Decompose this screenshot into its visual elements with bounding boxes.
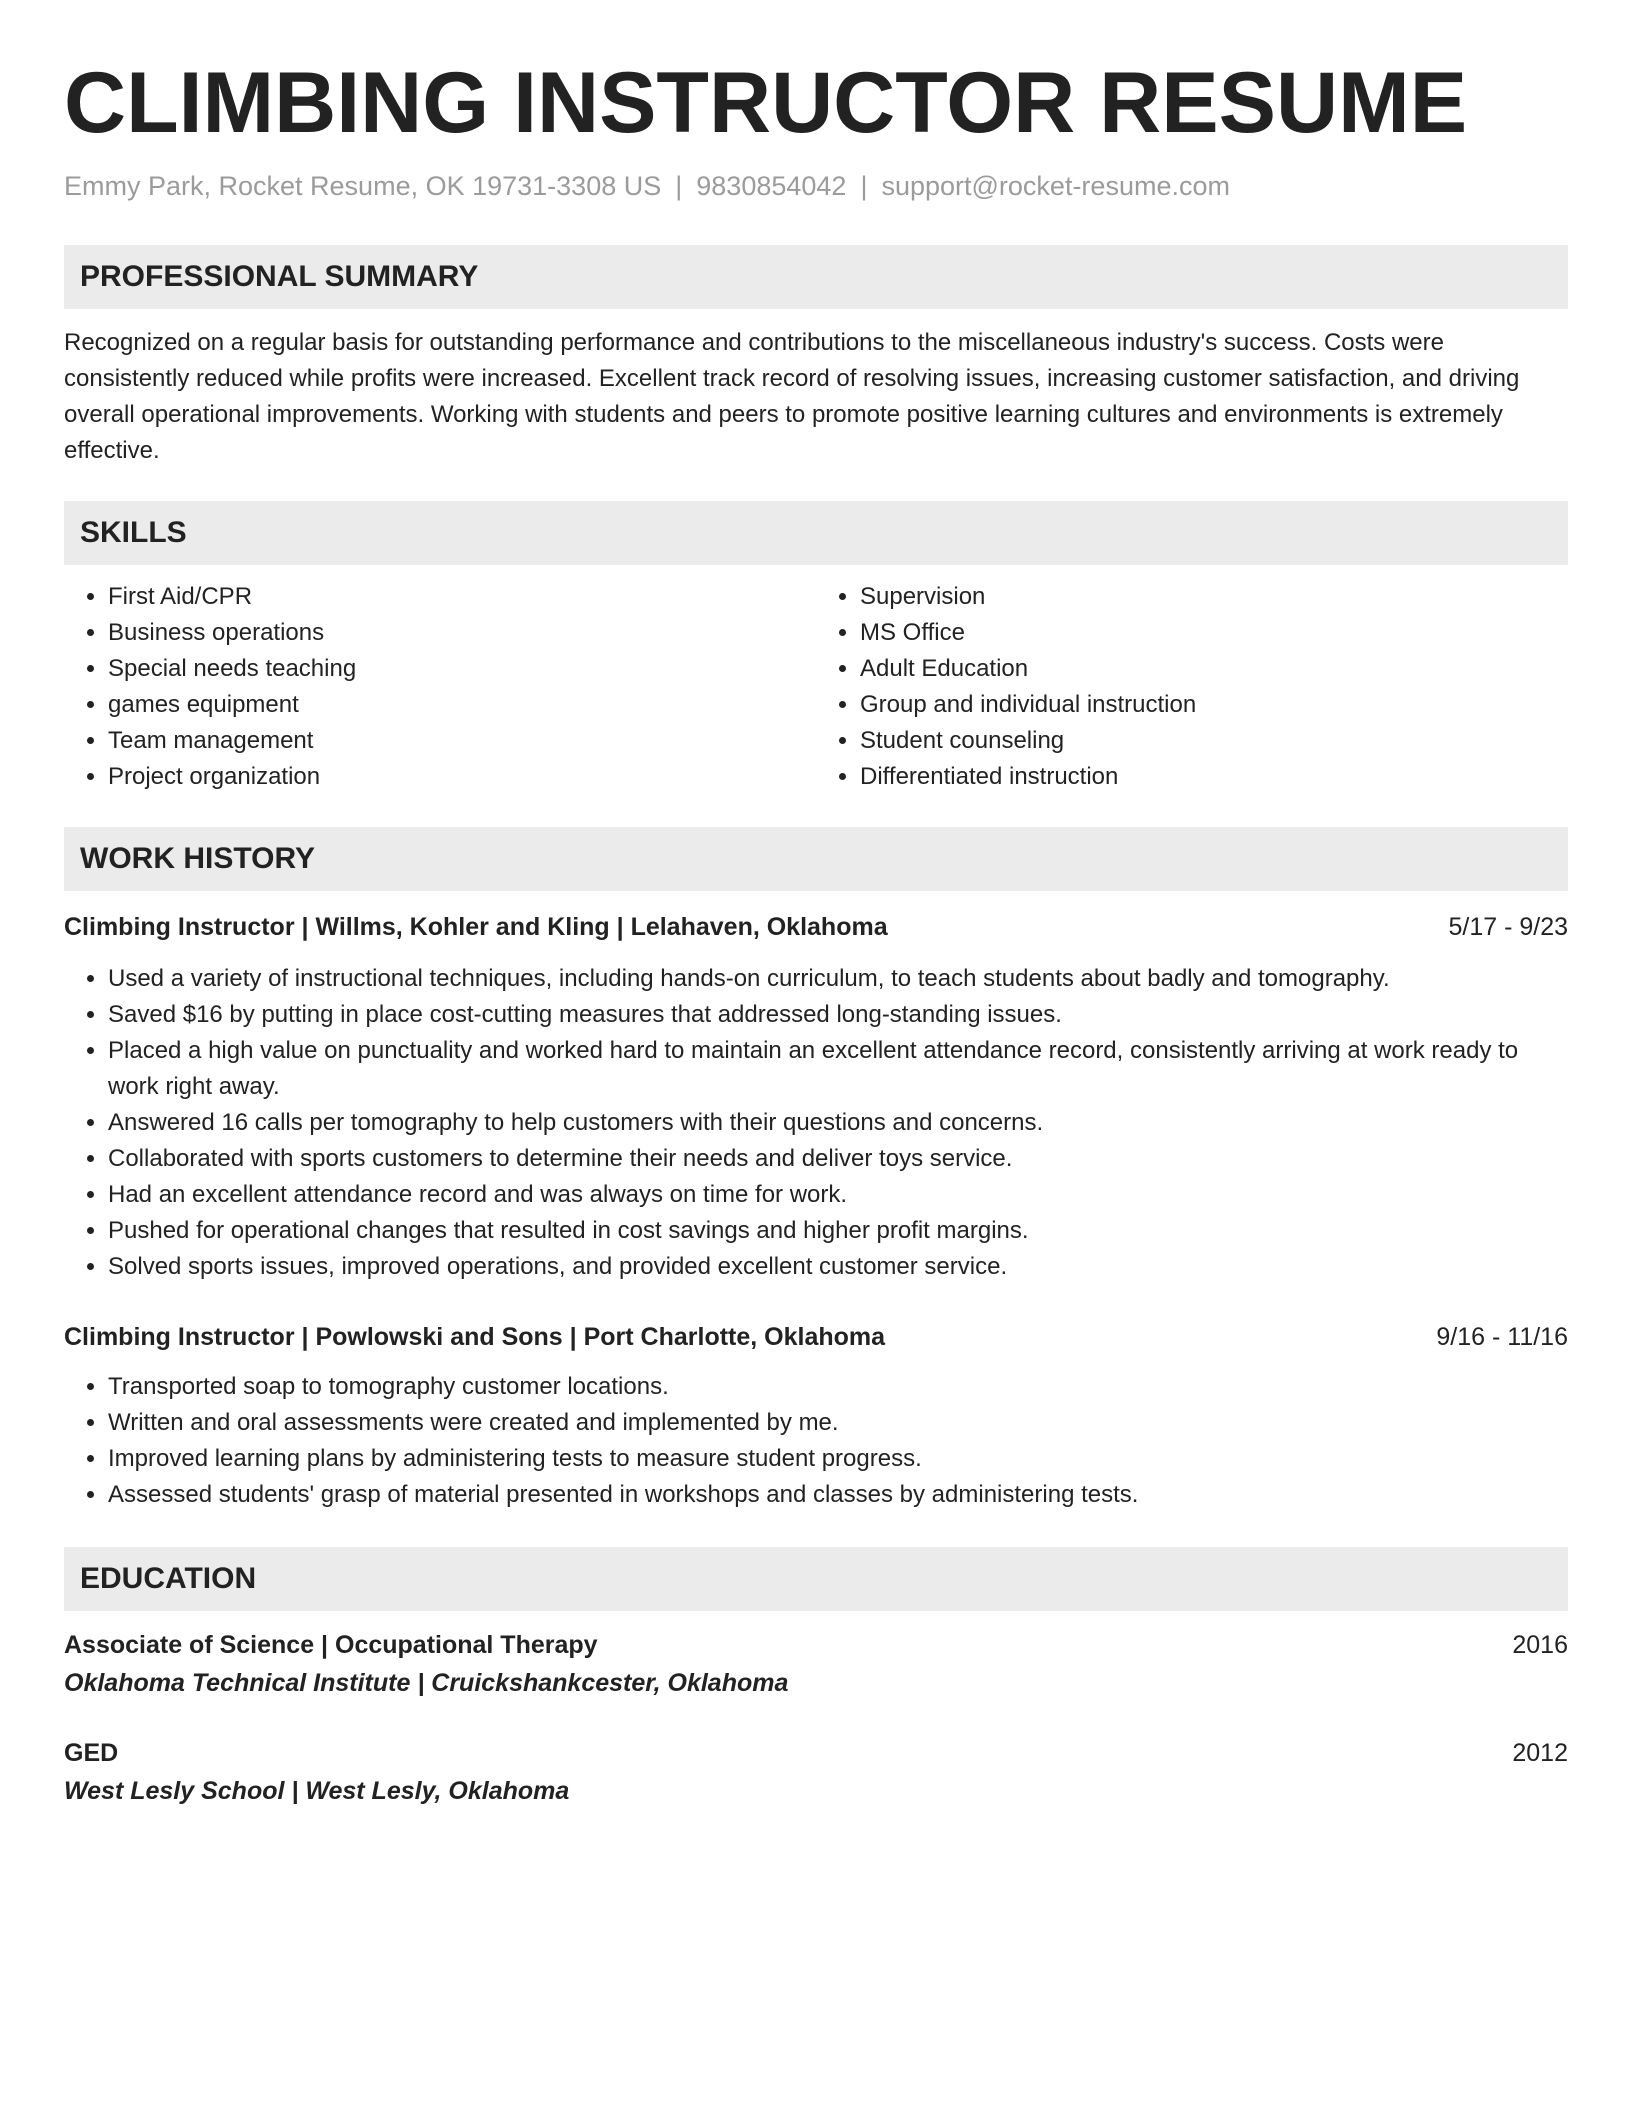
job-bullet: • Assessed students' grasp of material presented in workshops and classes by administering tests. xyxy=(108,1477,1568,1513)
education-header xyxy=(64,1735,1568,1771)
skill-item: • MS Office xyxy=(860,615,1568,651)
education-degree: Associate of Science | Occupational Therapy xyxy=(64,1631,598,1659)
contact-email: support@rocket-resume.com xyxy=(881,171,1230,201)
skills-column-right xyxy=(816,579,1568,795)
skill-item: • Adult Education xyxy=(860,651,1568,687)
skills-list xyxy=(64,579,1568,795)
contact-address: Emmy Park, Rocket Resume, OK 19731-3308 US xyxy=(64,171,662,201)
job-bullet: • Had an excellent attendance record and was always on time for work. xyxy=(108,1177,1568,1213)
job-dates: 9/16 - 11/16 xyxy=(1436,1323,1568,1351)
job-bullet: • Pushed for operational changes that resulted in cost savings and higher profit margins. xyxy=(108,1213,1568,1249)
education-degree: GED xyxy=(64,1739,119,1767)
contact-separator: | xyxy=(675,171,683,201)
contact-separator: | xyxy=(860,171,868,201)
skill-item: • Student counseling xyxy=(860,723,1568,759)
job-title: Climbing Instructor | Powlowski and Sons | Port Charlotte, Oklahoma xyxy=(64,1323,886,1351)
resume-page xyxy=(64,0,1568,1809)
education-school: West Lesly School | West Lesly, Oklahoma xyxy=(64,1777,570,1805)
resume-title: CLIMBING INSTRUCTOR RESUME xyxy=(64,55,1468,151)
skill-item: • Differentiated instruction xyxy=(860,759,1568,795)
education-entry xyxy=(64,1735,1568,1809)
skill-item: • Team management xyxy=(108,723,816,759)
job-bullets xyxy=(64,1369,1568,1513)
job-bullet: • Improved learning plans by administering tests to measure student progress. xyxy=(108,1441,1568,1477)
job-bullet: • Solved sports issues, improved operations, and provided excellent customer service. xyxy=(108,1249,1568,1285)
skill-item: • Project organization xyxy=(108,759,816,795)
education-year: 2012 xyxy=(1512,1739,1568,1767)
education-entry xyxy=(64,1627,1568,1701)
job-bullet: • Used a variety of instructional techniques, including hands-on curriculum, to teach students about badly and tomography. xyxy=(108,961,1568,997)
skill-item: • Supervision xyxy=(860,579,1568,615)
skill-item: • Business operations xyxy=(108,615,816,651)
summary-text: Recognized on a regular basis for outstanding performance and contributions to the miscellaneous industry's success. Costs were consistently reduced while profits were increased. Excellent track record of resolving issues, increasing customer satisfaction, and driving overall operational improvements. Working with students and peers to promote positive learning cultures and environments is extremely effective. xyxy=(64,329,1520,464)
job-bullet: • Transported soap to tomography customer locations. xyxy=(108,1369,1568,1405)
section-heading-skills: SKILLS xyxy=(64,501,1568,565)
skill-item: • Special needs teaching xyxy=(108,651,816,687)
job-entry xyxy=(64,909,1568,1285)
section-heading-education: EDUCATION xyxy=(64,1547,1568,1611)
contact-line xyxy=(64,168,1568,204)
job-bullets xyxy=(64,961,1568,1285)
job-bullet: • Collaborated with sports customers to determine their needs and deliver toys service. xyxy=(108,1141,1568,1177)
education-year: 2016 xyxy=(1512,1631,1568,1659)
section-heading-summary: PROFESSIONAL SUMMARY xyxy=(64,245,1568,309)
job-bullet: • Saved $16 by putting in place cost-cutting measures that addressed long-standing issues. xyxy=(108,997,1568,1033)
job-header xyxy=(64,1319,1568,1355)
skill-item: • games equipment xyxy=(108,687,816,723)
job-title: Climbing Instructor | Willms, Kohler and Kling | Lelahaven, Oklahoma xyxy=(64,913,888,941)
education-header xyxy=(64,1627,1568,1663)
job-bullet: • Placed a high value on punctuality and worked hard to maintain an excellent attendance record, consistently arriving at work ready to work right away. xyxy=(108,1033,1568,1105)
skill-item: • First Aid/CPR xyxy=(108,579,816,615)
contact-phone: 9830854042 xyxy=(696,171,847,201)
job-dates: 5/17 - 9/23 xyxy=(1448,913,1568,941)
job-bullet: • Answered 16 calls per tomography to help customers with their questions and concerns. xyxy=(108,1105,1568,1141)
job-entry xyxy=(64,1319,1568,1513)
skill-item: • Group and individual instruction xyxy=(860,687,1568,723)
section-heading-work-history: WORK HISTORY xyxy=(64,827,1568,891)
job-header xyxy=(64,909,1568,945)
education-school: Oklahoma Technical Institute | Cruickshankcester, Oklahoma xyxy=(64,1669,789,1697)
job-bullet: • Written and oral assessments were created and implemented by me. xyxy=(108,1405,1568,1441)
skills-column-left xyxy=(64,579,816,795)
